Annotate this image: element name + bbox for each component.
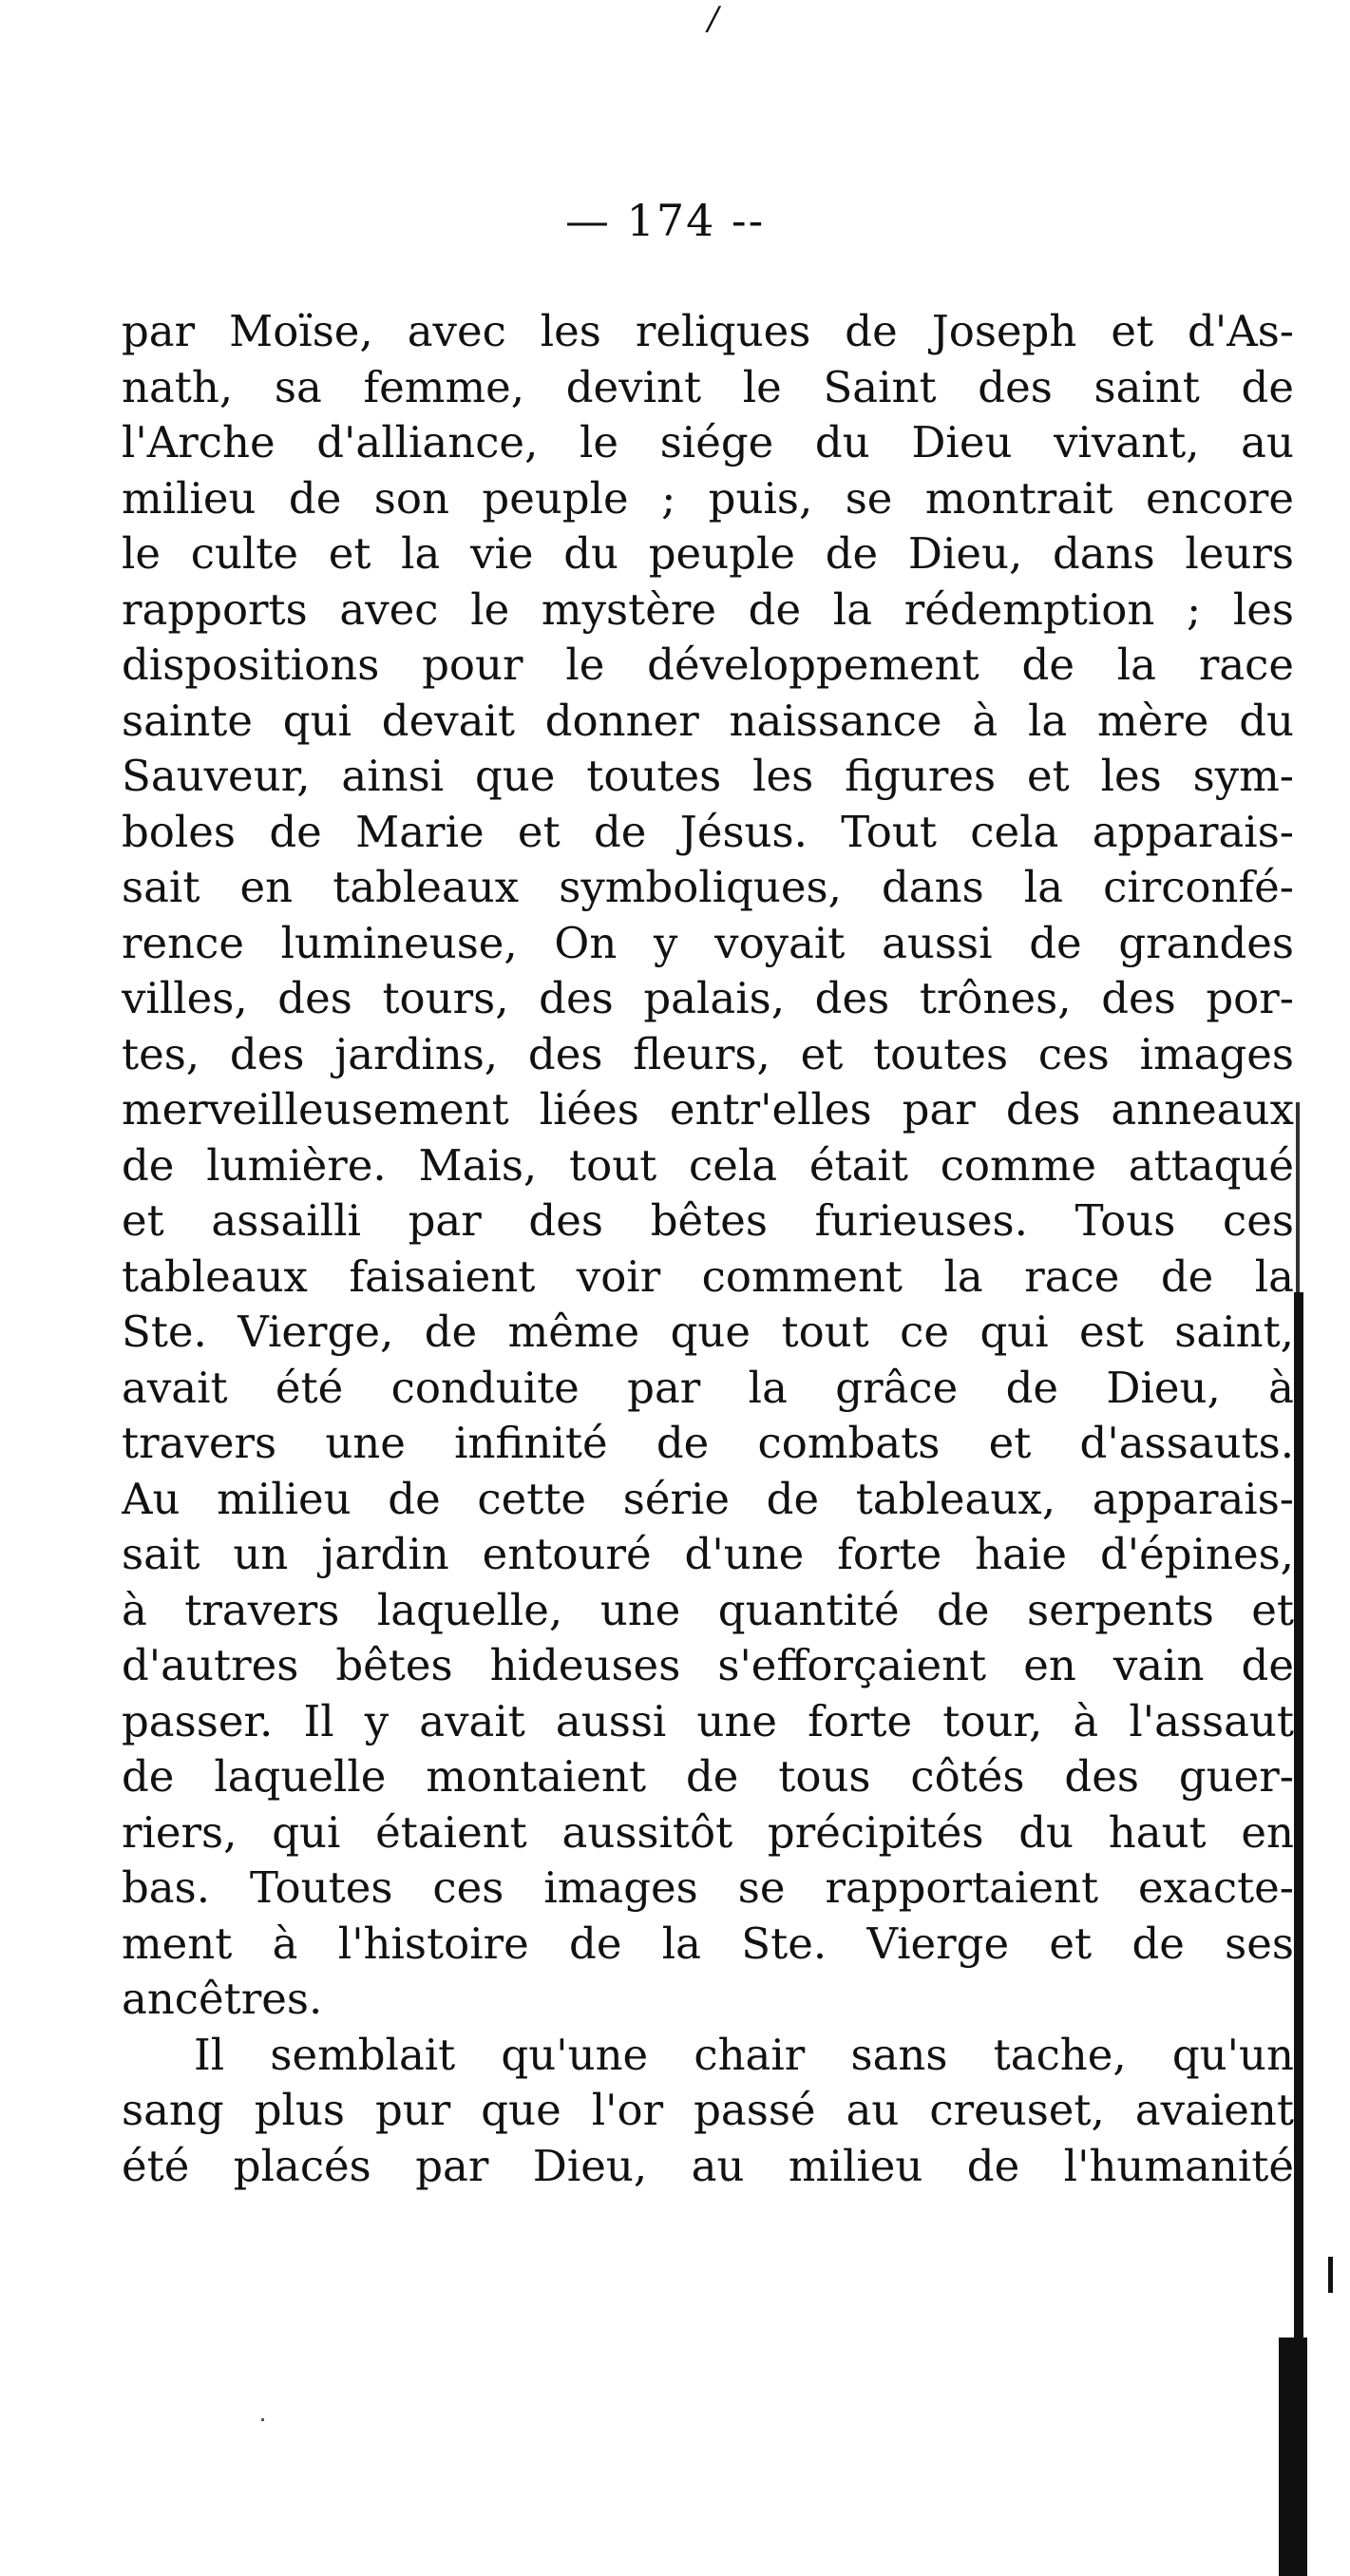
margin-mark (1328, 2257, 1333, 2293)
text-line: villes, des tours, des palais, des trônes, des por- (122, 973, 1294, 1023)
text-line: rapports avec le mystère de la rédemption ; les (122, 583, 1294, 635)
text-line: passer. Il y avait aussi une forte tour, à l'assaut (122, 1695, 1294, 1746)
text-line: rence lumineuse, On y voyait aussi de grandes (122, 917, 1294, 968)
text-line: milieu de son peuple ; puis, se montrait encore (122, 472, 1294, 524)
text-line: été placés par Dieu, au milieu de l'humanité (122, 2140, 1294, 2191)
text-line: avait été conduite par la grâce de Dieu, à (122, 1362, 1294, 1413)
text-line: bas. Toutes ces images se rapportaient exacte- (122, 1862, 1294, 1913)
text-line: sait en tableaux symboliques, dans la circonfé- (122, 862, 1294, 912)
text-line: merveilleusement liées entr'elles par des anneaux (122, 1084, 1294, 1135)
paper-speck (261, 2418, 264, 2421)
text-line: tableaux faisaient voir comment la race de la (122, 1250, 1294, 1302)
text-line: tes, des jardins, des fleurs, et toutes ces images (122, 1028, 1294, 1079)
text-line: boles de Marie et de Jésus. Tout cela apparais- (122, 806, 1294, 857)
text-line: sang plus pur que l'or passé au creuset, avaient (122, 2085, 1294, 2135)
text-line: nath, sa femme, devint le Saint des saint de (122, 361, 1294, 412)
top-margin-mark: / (708, 0, 719, 38)
text-line: Au milieu de cette série de tableaux, apparais- (122, 1473, 1294, 1524)
text-line: de lumière. Mais, tout cela était comme attaqué (122, 1139, 1294, 1191)
text-line: par Moïse, avec les reliques de Joseph et d'As- (122, 306, 1294, 356)
text-line: Sauveur, ainsi que toutes les figures et les sym- (122, 751, 1294, 801)
text-line: dispositions pour le développement de la race (122, 639, 1294, 690)
body-text (122, 304, 1294, 2194)
binding-edge-shadow (1296, 1102, 1300, 1292)
text-line: à travers laquelle, une quantité de serpents et (122, 1584, 1294, 1635)
paragraph-start-line: Il semblait qu'une chair sans tache, qu'un (194, 2029, 1294, 2080)
text-line: d'autres bêtes hideuses s'efforçaient en vain de (122, 1640, 1294, 1690)
text-line: et assailli par des bêtes furieuses. Tous ces (122, 1195, 1294, 1246)
paragraph-end-line: ancêtres. (122, 1974, 323, 2024)
text-line: le culte et la vie du peuple de Dieu, dans leurs (122, 528, 1294, 579)
text-line: riers, qui étaient aussitôt précipités du haut en (122, 1806, 1294, 1858)
text-line: Ste. Vierge, de même que tout ce qui est saint, (122, 1307, 1294, 1357)
text-line: sainte qui devait donner naissance à la mère du (122, 695, 1294, 746)
page-number-text: — 174 -- (565, 195, 766, 246)
text-line: sait un jardin entouré d'une forte haie d'épines, (122, 1529, 1294, 1579)
text-line: de laquelle montaient de tous côtés des guer- (122, 1751, 1294, 1802)
text-line: ment à l'histoire de la Ste. Vierge et de ses (122, 1918, 1294, 1969)
binding-edge-bottom (1279, 2337, 1307, 2576)
text-line: l'Arche d'alliance, le siége du Dieu vivant, au (122, 417, 1294, 467)
text-line: travers une infinité de combats et d'assauts. (122, 1418, 1294, 1468)
